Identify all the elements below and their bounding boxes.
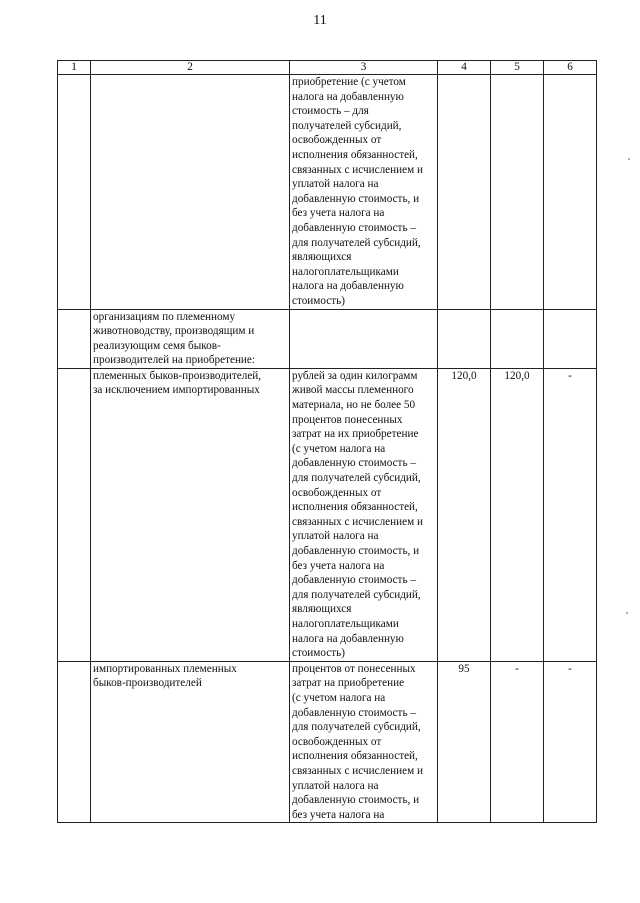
row-1-col-6 [544,75,597,310]
row-4-col-1 [58,661,91,823]
row-3-col-4: 120,0 [438,368,491,661]
column-header-1: 1 [58,61,91,75]
column-header-5: 5 [491,61,544,75]
row-2-col-6 [544,309,597,368]
page-number: 11 [313,13,327,28]
row-1-col-2 [91,75,290,310]
row-1-col-3: приобретение (с учетом налога на добавленную стоимость – для получателей субсидий, освобожденных от исполнения обязанностей, связанных с исчислением и уплатой налога на добавленную стоимость, и без учета налога на добавленную стоимость – для получателей субсидий, являющихся налогоплательщиками налога на добавленную стоимость) [290,75,438,310]
row-4-col-2: импортированных племенных быков-производителей [91,661,290,823]
row-3-col-1 [58,368,91,661]
row-3-col-2: племенных быков-производителей, за исключением импортированных [91,368,290,661]
column-header-4: 4 [438,61,491,75]
scan-speck [626,612,628,614]
subsidy-rates-table [57,60,597,823]
table-row [58,309,597,368]
row-4-col-5: - [491,661,544,823]
table-row [58,75,597,310]
row-2-col-4 [438,309,491,368]
table-row [58,368,597,661]
row-4-col-4: 95 [438,661,491,823]
row-2-col-5 [491,309,544,368]
row-3-col-5: 120,0 [491,368,544,661]
column-header-2: 2 [91,61,290,75]
row-3-col-6: - [544,368,597,661]
scan-speck [628,158,630,160]
row-1-col-4 [438,75,491,310]
row-2-col-1 [58,309,91,368]
row-2-col-2: организациям по племенному животноводству, производящим и реализующим семя быков- производителей на приобретение: [91,309,290,368]
row-1-col-1 [58,75,91,310]
column-header-3: 3 [290,61,438,75]
row-4-col-6: - [544,661,597,823]
table-row [58,661,597,823]
row-3-col-3: рублей за один килограмм живой массы племенного материала, но не более 50 процентов понесенных затрат на их приобретение (с учетом налога на добавленную стоимость – для получателей субсидий, освобожденных от исполнения обязанностей, связанных с исчислением и уплатой налога на добавленную стоимость, и без учета налога на добавленную стоимость – для получателей субсидий, являющихся налогоплательщиками налога на добавленную стоимость) [290,368,438,661]
column-header-6: 6 [544,61,597,75]
table-header-row [58,61,597,75]
row-1-col-5 [491,75,544,310]
row-4-col-3: процентов от понесенных затрат на приобретение (с учетом налога на добавленную стоимость – для получателей субсидий, освобожденных от исполнения обязанностей, связанных с исчислением и уплатой налога на добавленную стоимость, и без учета налога на [290,661,438,823]
row-2-col-3 [290,309,438,368]
